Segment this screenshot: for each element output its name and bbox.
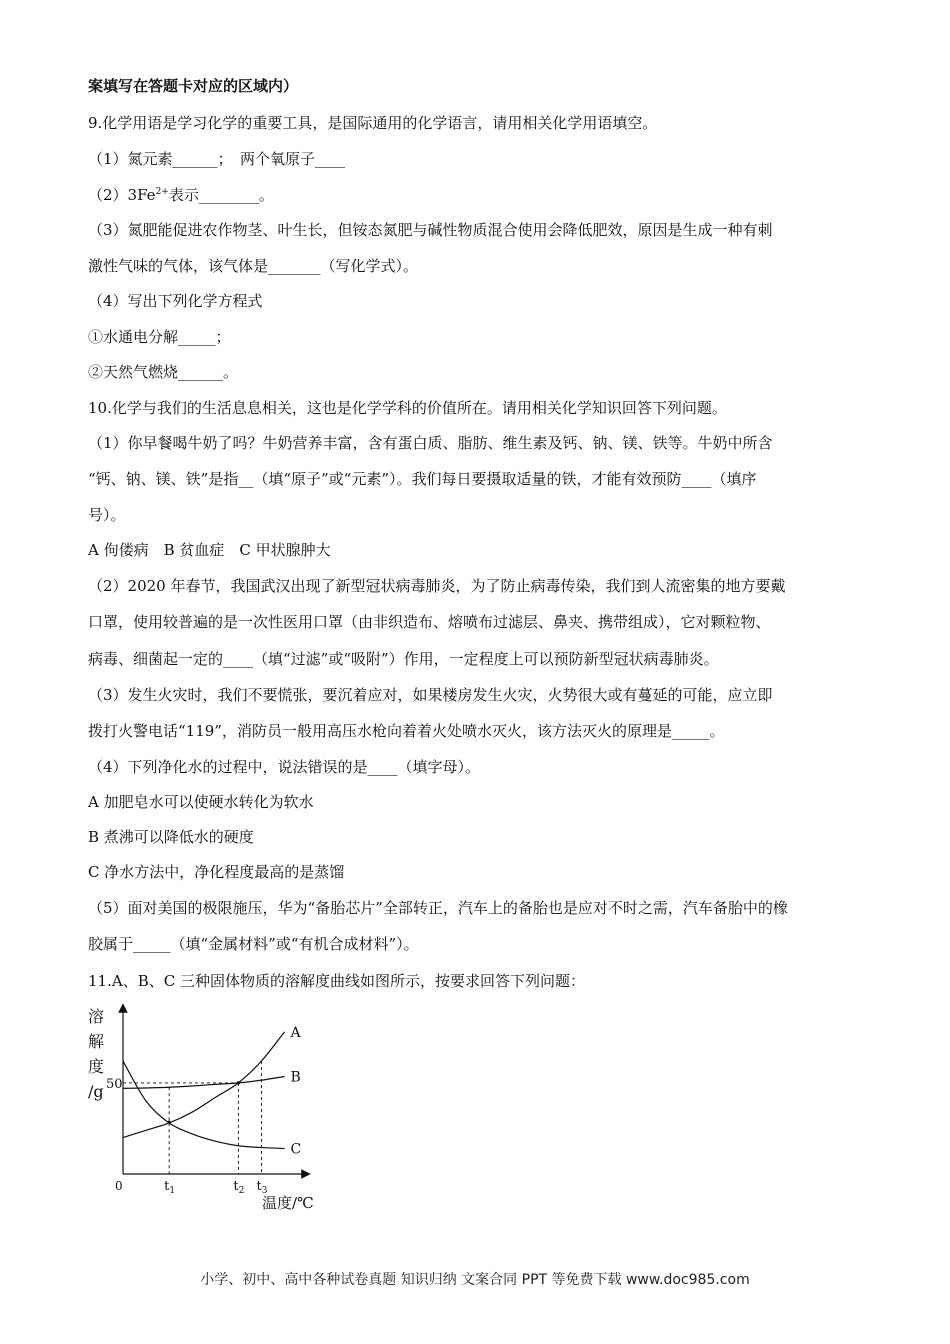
- x-axis-label: 温度/℃: [262, 1194, 314, 1212]
- ylabel-char: 溶: [88, 1007, 105, 1026]
- q10-part5-line1: （5）面对美国的极限施压，华为“备胎芯片”全部转正，汽车上的备胎也是应对不时之需，汽车备胎中的橡: [88, 899, 788, 917]
- origin-label: 0: [115, 1179, 123, 1193]
- q9-part4-2: ②天然气燃烧______。: [88, 363, 239, 381]
- q11-stem: 11.A、B、C 三种固体物质的溶解度曲线如图所示，按要求回答下列问题：: [88, 972, 585, 990]
- curve-B: [123, 1077, 285, 1089]
- x-tick-t3: $t_3$: [256, 1179, 268, 1196]
- x-tick-t1: $t_1$: [164, 1179, 176, 1196]
- intersection-point: [237, 1081, 240, 1084]
- ylabel-char: /g: [88, 1082, 104, 1101]
- q10-part4-b: B 煮沸可以降低水的硬度: [88, 828, 254, 846]
- curve-label-C: C: [290, 1141, 302, 1158]
- curve-label-A: A: [290, 1024, 301, 1041]
- q10-part3-line1: （3）发生火灾时，我们不要慌张，要沉着应对，如果楼房发生火灾，火势很大或有蔓延的可能，应立即: [88, 686, 773, 704]
- intersection-point: [168, 1120, 171, 1123]
- solubility-curve-chart: [84, 1000, 344, 1215]
- q10-part1-line1: （1）你早餐喝牛奶了吗？牛奶营养丰富，含有蛋白质、脂肪、维生素及钙、钠、镁、铁等。牛奶中所含: [88, 434, 773, 452]
- q9-part4-1: ①水通电分解_____；: [88, 328, 231, 346]
- ylabel-char: 解: [88, 1032, 105, 1051]
- q9-stem: 9.化学用语是学习化学的重要工具，是国际通用的化学语言，请用相关化学用语填空。: [88, 114, 658, 132]
- q9-part4: （4）写出下列化学方程式: [88, 292, 263, 310]
- q9-part3-line2: 激性气味的气体，该气体是_______（写化学式）。: [88, 257, 419, 275]
- y-tick-50: 50: [106, 1076, 123, 1092]
- q10-part4-c: C 净水方法中，净化程度最高的是蒸馏: [88, 863, 345, 881]
- q10-stem: 10.化学与我们的生活息息相关，这也是化学学科的价值所在。请用相关化学知识回答下列问题。: [88, 399, 727, 417]
- q10-part2-line2: 口罩，使用较普遍的是一次性医用口罩（由非织造布、熔喷布过滤层、鼻夹、携带组成），它对颗粒物、: [88, 613, 771, 631]
- q9-part2-sup: 2+: [155, 187, 169, 197]
- q9-part2: [88, 185, 878, 205]
- q9-part2-b: 表示________。: [168, 186, 274, 204]
- q10-part1-options: A 佝偻病 B 贫血症 C 甲状腺肿大: [88, 541, 331, 559]
- curve-label-B: B: [290, 1069, 301, 1086]
- q10-part4: （4）下列净化水的过程中，说法错误的是____（填字母）。: [88, 758, 481, 776]
- q10-part1-line2: “钙、钠、镁、铁”是指__（填“原子”或“元素”）。我们每日要摄取适量的铁，才能有效预防____（填序: [88, 470, 757, 488]
- q9-part3-line1: （3）氮肥能促进农作物茎、叶生长，但铵态氮肥与碱性物质混合使用会降低肥效，原因是生成一种有刺: [88, 221, 773, 239]
- q9-part2-a: （2）3Fe: [88, 186, 156, 204]
- section-header: 案填写在答题卡对应的区域内）: [88, 77, 299, 95]
- x-tick-t2: $t_2$: [233, 1179, 245, 1196]
- guide-lines: [123, 1061, 261, 1174]
- curves: [123, 1032, 285, 1149]
- q10-part2-line3: 病毒、细菌起一定的____（填“过滤”或“吸附”）作用，一定程度上可以预防新型冠状病毒肺炎。: [88, 650, 719, 668]
- q10-part3-line2: 拨打火警电话“119”，消防员一般用高压水枪向着着火处喷水灭火，该方法灭火的原理是_____。: [88, 722, 725, 740]
- page-footer: 小学、初中、高中各种试卷真题 知识归纳 文案合同 PPT 等免费下载 www.doc985.com: [200, 1272, 750, 1288]
- q10-part5-line2: 胶属于_____（填“金属材料”或“有机合成材料”）。: [88, 935, 419, 953]
- q9-part1: （1）氮元素______； 两个氧原子____: [88, 150, 346, 168]
- ylabel-char: 度: [88, 1057, 105, 1076]
- q10-part2-line1: （2）2020 年春节，我国武汉出现了新型冠状病毒肺炎，为了防止病毒传染，我们到人流密集的地方要戴: [88, 577, 786, 595]
- q10-part1-line3: 号）。: [88, 506, 126, 524]
- q10-part4-a: A 加肥皂水可以使硬水转化为软水: [88, 793, 314, 811]
